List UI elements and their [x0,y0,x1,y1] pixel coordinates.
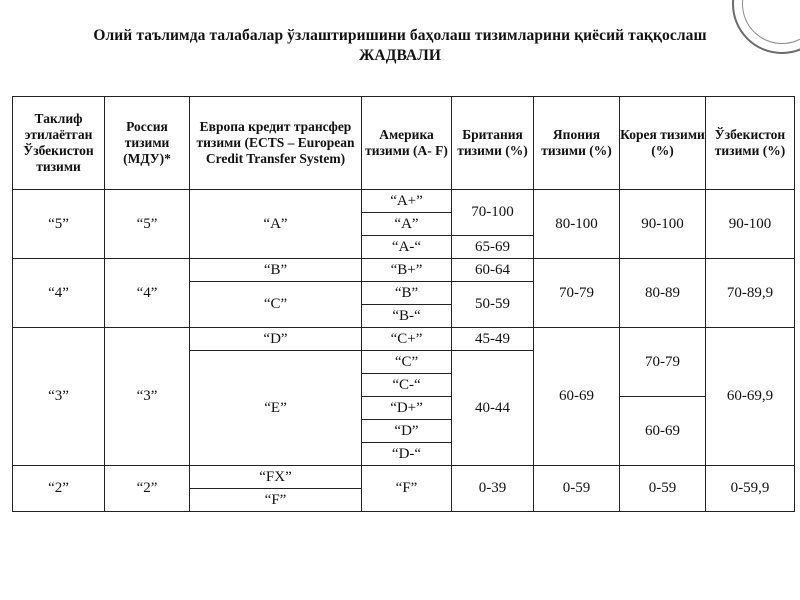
cell-uz-4: “4” [13,259,105,328]
header-korea: Корея тизими (%) [620,97,706,190]
cell-ects-f: “F” [190,489,362,512]
cell-uzp-90-100: 90-100 [706,190,795,259]
header-uzbekistan: Ўзбекистон тизими (%) [706,97,795,190]
cell-uzp-0-59: 0-59,9 [706,466,795,512]
cell-am-c: “C” [362,351,452,374]
cell-ru-4: “4” [105,259,190,328]
cell-jp-80-100: 80-100 [534,190,620,259]
cell-kr-80-89: 80-89 [620,259,706,328]
header-japan: Япония тизими (%) [534,97,620,190]
cell-kr-70-79: 70-79 [620,328,706,397]
cell-ru-3: “3” [105,328,190,466]
title-line-2: ЖАДВАЛИ [358,47,442,64]
cell-br-45-49: 45-49 [452,328,534,351]
cell-am-b-plus: “B+” [362,259,452,282]
cell-br-0-39: 0-39 [452,466,534,512]
table-row [13,259,795,282]
cell-am-c-plus: “C+” [362,328,452,351]
cell-ects-c: “C” [190,282,362,328]
cell-ects-a: “A” [190,190,362,259]
title-line-1: Олий таълимда талабалар ўзлаштиришини баҳолаш тизимларини қиёсий таққослаш [93,27,707,44]
cell-am-d-plus: “D+” [362,397,452,420]
table-row [13,466,795,489]
header-america: Америка тизими (A- F) [362,97,452,190]
cell-ects-fx: “FX” [190,466,362,489]
cell-ru-2: “2” [105,466,190,512]
table-row [13,190,795,213]
cell-uz-5: “5” [13,190,105,259]
cell-jp-0-59: 0-59 [534,466,620,512]
cell-jp-60-69: 60-69 [534,328,620,466]
cell-uz-2: “2” [13,466,105,512]
cell-am-a-minus: “A-“ [362,236,452,259]
cell-am-b: “B” [362,282,452,305]
cell-am-f: “F” [362,466,452,512]
header-row [13,97,795,190]
cell-uzp-60-69: 60-69,9 [706,328,795,466]
cell-am-c-minus: “C-“ [362,374,452,397]
cell-am-a: “A” [362,213,452,236]
cell-br-50-59: 50-59 [452,282,534,328]
header-russia: Россия тизими (МДУ)* [105,97,190,190]
cell-ects-b: “B” [190,259,362,282]
cell-uzp-70-89: 70-89,9 [706,259,795,328]
header-ects: Европа кредит трансфер тизими (ECTS – European Credit Transfer System) [190,97,362,190]
cell-kr-60-69: 60-69 [620,397,706,466]
cell-br-65-69: 65-69 [452,236,534,259]
document-title [0,26,800,66]
cell-kr-90-100: 90-100 [620,190,706,259]
cell-ects-d: “D” [190,328,362,351]
cell-br-70-100: 70-100 [452,190,534,236]
cell-jp-70-79: 70-79 [534,259,620,328]
cell-am-a-plus: “A+” [362,190,452,213]
header-britain: Британия тизими (%) [452,97,534,190]
grading-comparison-table [12,96,795,512]
cell-ru-5: “5” [105,190,190,259]
cell-br-40-44: 40-44 [452,351,534,466]
cell-uz-3: “3” [13,328,105,466]
cell-ects-e: “E” [190,351,362,466]
header-uz-proposed: Таклиф этилаётган Ўзбекистон тизими [13,97,105,190]
cell-am-d: “D” [362,420,452,443]
cell-br-60-64: 60-64 [452,259,534,282]
cell-am-b-minus: “B-“ [362,305,452,328]
cell-kr-0-59: 0-59 [620,466,706,512]
cell-am-d-minus: “D-“ [362,443,452,466]
